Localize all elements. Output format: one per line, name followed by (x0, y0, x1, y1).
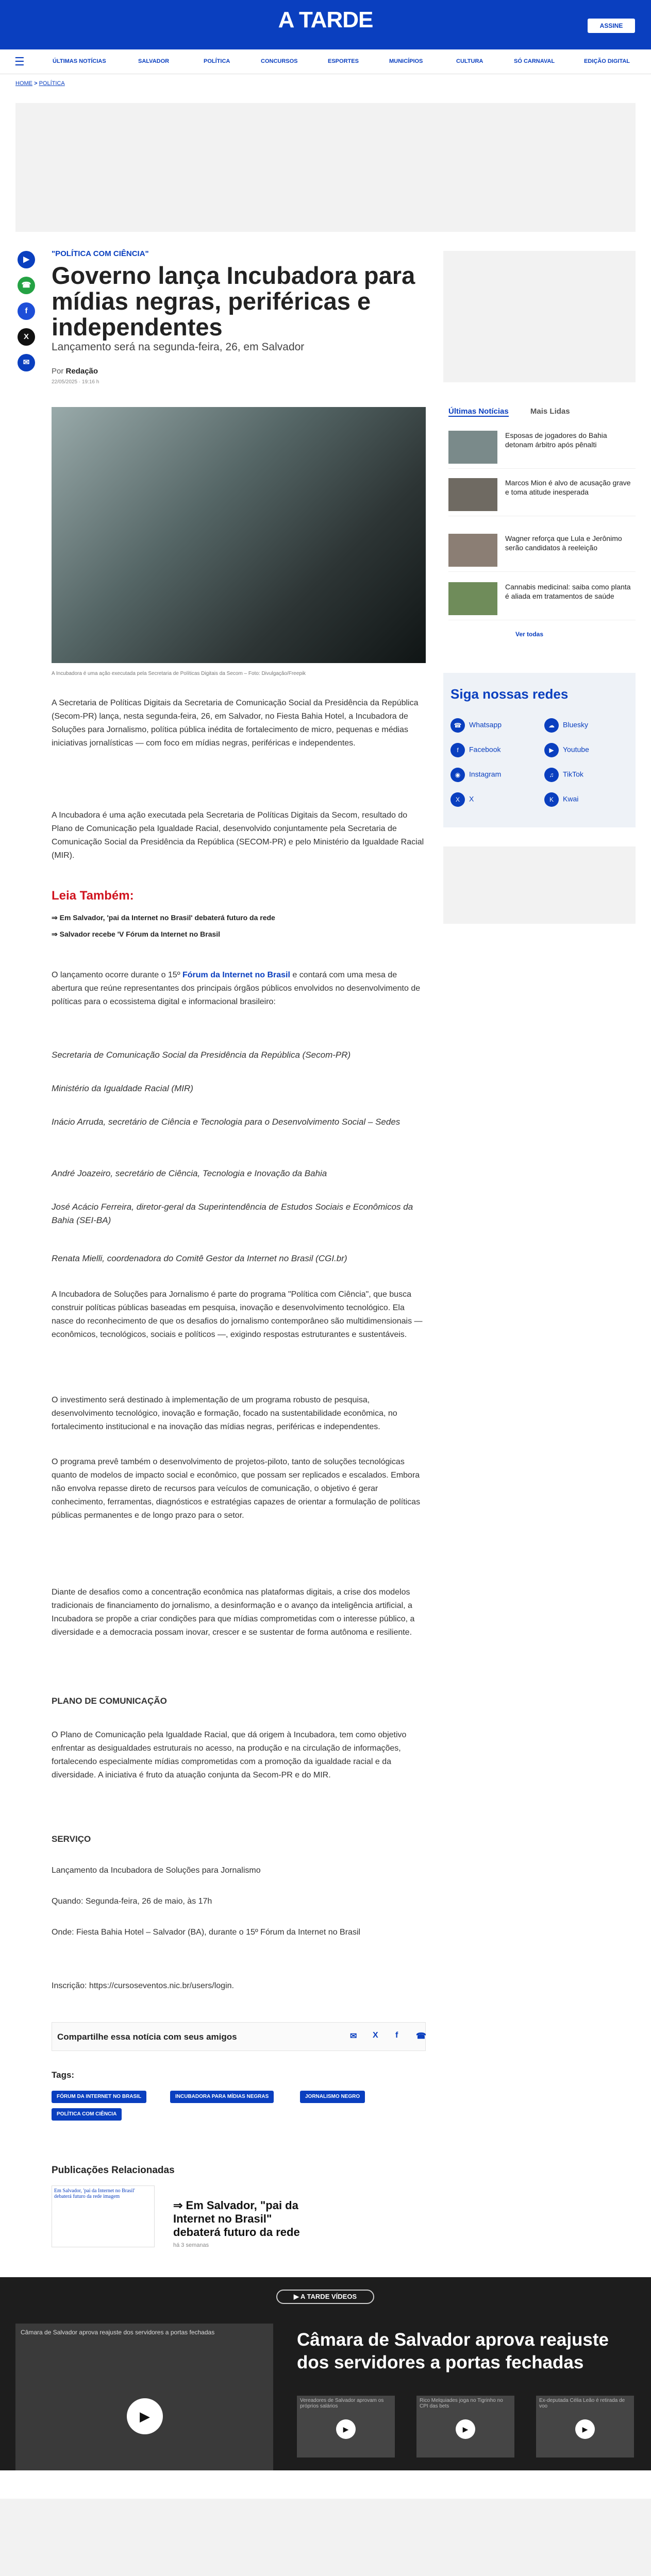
tab-mais-lidas[interactable]: Mais Lidas (530, 407, 570, 416)
video-thumb[interactable] (536, 2396, 634, 2458)
social-bluesky[interactable] (544, 718, 588, 733)
share-box (52, 2022, 426, 2051)
related-image[interactable]: Em Salvador, 'pai da Internet no Brasil' debaterá futuro da rede imagem (52, 2185, 155, 2247)
related-title-text[interactable]: Em Salvador, "pai da Internet no Brasil" debaterá futuro da rede (173, 2199, 300, 2239)
facebook-icon[interactable]: f (395, 2031, 398, 2040)
list-item: José Acácio Ferreira, diretor-geral da Superintendência de Estudos Sociais e Econômicos da Bahia (SEI-BA) (52, 1202, 413, 1225)
tiktok-icon: ♫ (544, 768, 559, 782)
news-thumb (448, 478, 497, 511)
nav-item-so-carnaval[interactable]: SÓ CARNAVAL (514, 58, 555, 64)
video-label-text: A TARDE VÍDEOS (301, 2293, 357, 2300)
social-youtube[interactable] (544, 743, 589, 757)
video-thumb[interactable] (297, 2396, 395, 2458)
social-instagram[interactable] (450, 768, 501, 782)
social-x[interactable] (450, 792, 474, 807)
tag-pill[interactable]: FÓRUM DA INTERNET NO BRASIL (52, 2091, 146, 2103)
social-label: Whatsapp (469, 720, 502, 729)
read-also-link-1[interactable]: ⇒ Em Salvador, 'pai da Internet no Brasil' debaterá futuro da rede (52, 913, 275, 922)
social-heading: Siga nossas redes (450, 686, 569, 702)
author-prefix: Por (52, 367, 64, 376)
read-also-heading: Leia Também: (52, 889, 134, 903)
list-item[interactable] (448, 475, 636, 516)
nav-item-municipios[interactable]: MUNICÍPIOS (389, 58, 423, 64)
main-video[interactable] (15, 2324, 273, 2470)
article-subtitle: Lançamento será na segunda-feira, 26, em Salvador (52, 341, 305, 353)
breadcrumb-home[interactable]: HOME (15, 80, 32, 87)
paragraph-4: A Incubadora de Soluções para Jornalismo é parte do programa "Política com Ciência", que busca construir políticas públicas baseadas em pesquisa, inovação e desenvolvimento tecnológico. Ela nasce do reconhecimento de que os desafios do jornalismo contemporâneo são multidimensionais — econômicos, tecnológicos, sociais e políticos —, exigindo respostas estruturantes e sustentáveis. (52, 1290, 423, 1339)
whatsapp-icon: ☎ (450, 718, 465, 733)
x-icon[interactable]: X (18, 328, 35, 346)
tag-pill[interactable]: POLÍTICA COM CIÊNCIA (52, 2108, 122, 2121)
social-label: Bluesky (563, 720, 589, 729)
nav-item-ultimas[interactable]: ÚLTIMAS NOTÍCIAS (53, 58, 106, 64)
social-label: Youtube (563, 745, 589, 754)
paragraph-8: O Plano de Comunicação pela Igualdade Racial, que dá origem à Incubadora, tem como objetivo enfrentar as desigualdades estruturais no acesso, na produção e na circulação de informações, fortalecendo especialmente mídias comprometidas com a promoção da igualdade racial e da diversidade. A iniciativa é fruto da atuação conjunta da Secom-PR e do MIR. (52, 1731, 407, 1780)
list-item: Secretaria de Comunicação Social da Presidência da República (Secom-PR) (52, 1050, 351, 1060)
whatsapp-icon[interactable]: ☎ (18, 277, 35, 294)
news-thumb (448, 431, 497, 464)
video-title[interactable]: Câmara de Salvador aprova reajuste dos servidores a portas fechadas (297, 2330, 609, 2372)
photo-caption: A Incubadora é uma ação executada pela Secretaria de Políticas Digitais da Secom – Foto: Divulgação/Freepik (52, 671, 306, 676)
share-sidebar (18, 251, 36, 380)
bluesky-icon: ☁ (544, 718, 559, 733)
play-audio-icon[interactable]: ▶ (18, 251, 35, 268)
list-item[interactable] (448, 531, 636, 572)
related-arrow-icon: ⇒ (173, 2199, 186, 2212)
paragraph-1: A Secretaria de Políticas Digitais da Secretaria de Comunicação Social da Presidência da República (Secom-PR) lança, nesta segunda-feira, 26, em Salvador, no Fiesta Bahia Hotel, a Incubadora de Soluções para Jornalismo, política pública inédita de fortalecimento de micro, pequenas e médias iniciativas jornalísticas — com foco em mídias negras, periféricas e independentes. (52, 699, 419, 748)
news-headline[interactable]: Esposas de jogadores do Bahia detonam árbitro após pênalti (505, 431, 607, 449)
email-icon[interactable]: ✉ (18, 354, 35, 371)
video-thumb-caption: Rico Melquiades joga no Tigrinho no CPI das bets (420, 2398, 503, 2409)
social-whatsapp[interactable] (450, 718, 502, 733)
article-author (52, 367, 98, 376)
video-thumb-caption: Ex-deputada Célia Leão é retirada de voo (539, 2398, 625, 2409)
whatsapp-icon[interactable]: ☎ (416, 2032, 426, 2041)
video-thumb-title[interactable]: Vereadores de Salvador são agredidos em... (297, 2479, 391, 2498)
p3-start: O lançamento ocorre durante o 15º (52, 971, 182, 979)
news-headline[interactable]: Cannabis medicinal: saiba como planta é aliada em tratamentos de saúde (505, 583, 631, 600)
ad-sidebar-2 (443, 846, 636, 924)
social-label: Kwai (563, 794, 579, 803)
facebook-icon: f (450, 743, 465, 757)
section-heading: SERVIÇO (52, 1834, 91, 1844)
tag-pill[interactable]: INCUBADORA PARA MÍDIAS NEGRAS (170, 2091, 274, 2103)
service-line: Lançamento da Incubadora de Soluções para Jornalismo (52, 1866, 261, 1875)
x-icon: X (450, 792, 465, 807)
nav-item-salvador[interactable]: SALVADOR (138, 58, 170, 64)
video-thumb-title[interactable]: Rico Melquiades joga no Tigrinho na CPI das Bets (416, 2479, 514, 2498)
share-label: Compartilhe essa notícia com seus amigos (57, 2032, 237, 2042)
tags-label: Tags: (52, 2070, 75, 2080)
see-all-link[interactable]: Ver todas (515, 631, 544, 638)
main-nav (0, 49, 651, 74)
list-item: Inácio Arruda, secretário de Ciência e Tecnologia para o Desenvolvimento Social – Sedes (52, 1117, 400, 1127)
news-thumb (448, 534, 497, 567)
paragraph-7: Diante de desafios como a concentração econômica nas plataformas digitais, a crise dos modelos tradicionais de financiamento do jornalismo, a desinformação e o avanço da inteligência artificial, a Incubadora se propõe a criar condições para que mídias comprometidas com o interesse público, a diversidade e a democracia possam inovar, crescer e se sustentar de forma autônoma e resiliente. (52, 1588, 415, 1637)
news-headline[interactable]: Wagner reforça que Lula e Jerônimo serão candidatos à reeleição (505, 534, 622, 552)
paragraph-2: A Incubadora é uma ação executada pela Secretaria de Políticas Digitais da Secom, resultado do Plano de Comunicação pela Igualdade Racial, desenvolvido conjuntamente pela Secretaria de Comunicação Social da Presidência da República (SECOM-PR) e pelo Ministério da Igualdade Racial (MIR). (52, 811, 424, 860)
social-label: Facebook (469, 745, 501, 754)
paragraph-6: O programa prevê também o desenvolvimento de projetos-piloto, tanto de soluções tecnológicas quanto de modelos de impacto social e econômico, que possam ser replicados e escalados. Embora não envolva repasse direto de recursos para veículos de comunicação, o objetivo é gerar conhecimento, ferramentas, diagnósticos e estratégias capazes de orientar a formulação de políticas públicas permanentes e de longo prazo para o setor. (52, 1458, 421, 1520)
x-icon[interactable]: X (373, 2031, 378, 2040)
menu-icon[interactable]: ☰ (14, 55, 25, 68)
service-line: Inscrição: https://cursoseventos.nic.br/users/login. (52, 1981, 234, 1990)
social-label: TikTok (563, 770, 583, 778)
social-tiktok[interactable] (544, 768, 583, 782)
play-icon[interactable]: ▶ (456, 2419, 475, 2439)
ad-banner-top (15, 103, 636, 232)
nav-item-cultura[interactable]: CULTURA (456, 58, 483, 64)
play-icon[interactable]: ▶ (336, 2419, 356, 2439)
social-kwai[interactable] (544, 792, 578, 807)
sidebar-tabs (448, 407, 570, 416)
ad-banner-bottom (0, 2499, 651, 2576)
forum-link[interactable]: Fórum da Internet no Brasil (182, 971, 290, 979)
video-thumb[interactable] (416, 2396, 514, 2458)
read-also-link-1-text[interactable]: Em Salvador, 'pai da Internet no Brasil' debaterá futuro da rede (59, 913, 275, 922)
article-title: Governo lança Incubadora para mídias negras, periféricas e independentes (52, 262, 415, 341)
list-item: Ministério da Igualdade Racial (MIR) (52, 1083, 193, 1093)
top-header (0, 0, 651, 49)
article-date: 22/05/2025 · 19:16 h (52, 379, 99, 385)
paragraph-3 (52, 969, 426, 1009)
nav-item-concursos[interactable]: CONCURSOS (261, 58, 298, 64)
video-thumb-caption: Vereadores de Salvador aprovam os próprios salários (300, 2398, 384, 2409)
list-item[interactable] (448, 428, 636, 469)
video-section-label: ▶ A TARDE VÍDEOS (276, 2290, 374, 2304)
read-also-link-2[interactable]: ⇒ Salvador recebe 'V Fórum da Internet no Brasil (52, 930, 221, 938)
breadcrumb-current[interactable]: POLÍTICA (39, 80, 65, 87)
youtube-icon: ▶ (544, 743, 559, 757)
site-logo[interactable]: A TARDE (278, 7, 373, 32)
news-headline[interactable]: Marcos Mion é alvo de acusação grave e toma atitude inesperada (505, 479, 631, 496)
p3-end: e contará com uma mesa de abertura que reúne representantes dos principais órgãos públicos envolvidos no desenvolvimento de políticas para o ecossistema digital e informacional brasileiro: (52, 971, 421, 1006)
social-facebook[interactable] (450, 743, 500, 757)
nav-item-esportes[interactable]: ESPORTES (328, 58, 359, 64)
tab-ultimas[interactable]: Últimas Notícias (448, 407, 509, 416)
nav-item-politica[interactable]: POLÍTICA (204, 58, 230, 64)
paragraph-5: O investimento será destinado à implementação de um programa robusto de pesquisa, desenvolvimento tecnológico, inovação e formação, focado na sustentabilidade econômica, no fortalecimento institucional e na inovação das mídias negras, periféricas e independentes. (52, 1396, 397, 1431)
kwai-icon: K (544, 792, 559, 807)
video-thumb-title[interactable]: Ex-deputada Célia Leão é retirada de voo por (536, 2479, 629, 2498)
related-heading: Publicações Relacionadas (52, 2165, 175, 2176)
subscribe-button[interactable]: ASSINE (588, 19, 635, 33)
nav-item-edicao-digital[interactable]: EDIÇÃO DIGITAL (584, 58, 630, 64)
service-line: Onde: Fiesta Bahia Hotel – Salvador (BA), durante o 15º Fórum da Internet no Brasil (52, 1928, 361, 1937)
social-label: X (469, 794, 474, 803)
instagram-icon: ◉ (450, 768, 465, 782)
breadcrumb-sep: > (34, 80, 38, 87)
play-icon[interactable]: ▶ (127, 2398, 163, 2434)
related-title[interactable] (173, 2199, 318, 2239)
main-video-caption: Câmara de Salvador aprova reajuste dos servidores a portas fechadas (21, 2329, 215, 2336)
article-photo (52, 407, 426, 663)
breadcrumb (15, 80, 65, 87)
list-item: Renata Mielli, coordenadora do Comitê Gestor da Internet no Brasil (CGI.br) (52, 1253, 347, 1263)
facebook-icon[interactable]: f (18, 302, 35, 320)
list-item: André Joazeiro, secretário de Ciência, Tecnologia e Inovação da Bahia (52, 1168, 327, 1178)
email-icon[interactable]: ✉ (350, 2032, 357, 2041)
section-heading: PLANO DE COMUNICAÇÃO (52, 1696, 167, 1706)
read-also-link-2-text[interactable]: Salvador recebe 'V Fórum da Internet no Brasil (59, 930, 221, 938)
ad-sidebar-1 (443, 251, 636, 382)
article-tag[interactable]: "POLÍTICA COM CIÊNCIA" (52, 249, 149, 258)
play-icon[interactable]: ▶ (575, 2419, 595, 2439)
social-label: Instagram (469, 770, 502, 778)
news-thumb (448, 582, 497, 615)
author-name[interactable]: Redação (65, 367, 98, 376)
service-line: Quando: Segunda-feira, 26 de maio, às 17h (52, 1897, 212, 1906)
related-date: há 3 semanas (173, 2242, 209, 2248)
tag-pill[interactable]: JORNALISMO NEGRO (300, 2091, 365, 2103)
list-item[interactable] (448, 579, 636, 620)
